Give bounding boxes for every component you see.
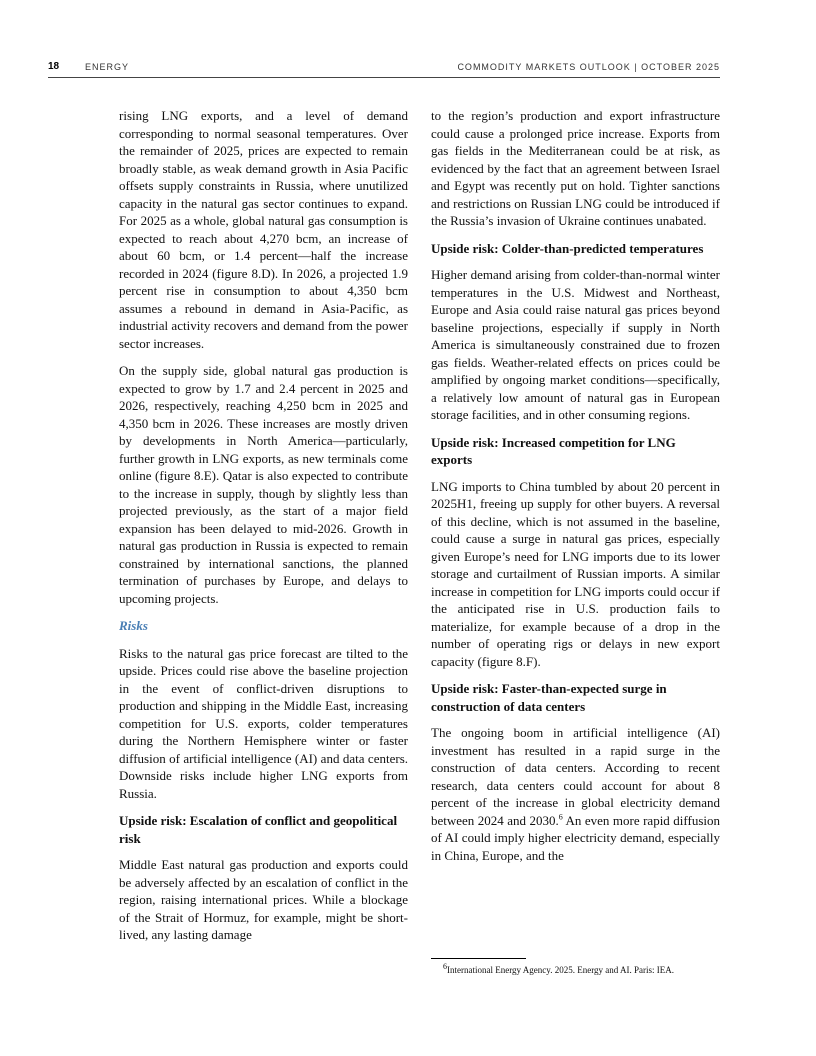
paragraph: rising LNG exports, and a level of demand corresponding to normal seasonal temperatures. Over the remainder of 2025, prices are expected to remain broadly stable, as weak demand growth in Asia Pacific offsets supply constraints in Russia, where unutilized capacity in the natural gas sector continues to expand. For 2025 as a whole, global natural gas consumption is expected to reach about 4,270 bcm, an increase of about 60 bcm, or 1.4 percent—half the increase recorded in 2024 (figure 8.D). In 2026, a projected 1.9 percent rise in consumption to about 4,350 bcm assumes a rebound in demand in Asia-Pacific, as industrial activity recovers and demand from the power sector increases. (119, 108, 408, 351)
subheading-lng-competition: Upside risk: Increased competition for LNG exports (431, 434, 676, 467)
paragraph: LNG imports to China tumbled by about 20 percent in 2025H1, freeing up supply for other buyers. A reversal of this decline, which is not assumed in the baseline, could cause a surge in natural gas prices, especially given Europe’s need for LNG imports due to its lower storage and curtailment of Russian imports. A similar increase in competition for LNG imports could occur if the anticipated rise in U.S. production fails to materialize, for example because of a drop in the number of operating rigs or delays in new export capacity (figure 8.F). (431, 478, 720, 669)
page-header (48, 61, 720, 77)
subheading-conflict: Upside risk: Escalation of conflict and geopolitical risk (119, 813, 398, 846)
publication-title: COMMODITY MARKETS OUTLOOK | OCTOBER 2025 (457, 62, 720, 72)
section-label: ENERGY (85, 62, 130, 72)
paragraph: Higher demand arising from colder-than-normal winter temperatures in the U.S. Midwest and Northeast, Europe and Asia could raise natural gas prices beyond baseline projections, especially if supply in North America is simultaneously constrained due to frozen gas fields. Weather-related effects on prices could be amplified by ongoing market conditions—specifically, a relatively low amount of natural gas in European storage facilities, and in other consuming regions. (431, 267, 720, 422)
paragraph-text: An even more rapid diffusion of AI could imply higher electricity demand, especially in China, Europe, and the (431, 812, 720, 863)
subheading-colder-temperatures: Upside risk: Colder-than-predicted temperatures (431, 240, 704, 256)
footnote (443, 964, 723, 976)
page-number: 18 (48, 61, 60, 72)
risks-heading: Risks (119, 618, 148, 633)
footnote-rule (431, 958, 526, 959)
paragraph: Risks to the natural gas price forecast are tilted to the upside. Prices could rise above the baseline projection in the event of conflict-driven disruptions to production and shipping in the Middle East, increasing competition for U.S. exports, colder temperatures during the Northern Hemisphere winter or faster diffusion of artificial intelligence (AI) and data centers. Downside risks include higher LNG exports from Russia. (119, 645, 408, 801)
footnote-reference[interactable]: 6 (558, 812, 563, 822)
footnote-text: International Energy Agency. 2025. Energy and AI. Paris: IEA. (447, 965, 675, 975)
paragraph-text: The ongoing boom in artificial intelligence (AI) investment has resulted in a rapid surge in the construction of data centers. According to recent research, data centers could account for about 8 percent of the increase in global electricity demand between 2024 and 2030. (431, 725, 720, 828)
header-rule (48, 77, 720, 78)
paragraph: On the supply side, global natural gas production is expected to grow by 1.7 and 2.4 percent in 2025 and 2026, respectively, reaching 4,250 bcm in 2025 and 4,350 bcm in 2026. These increases are mostly driven by developments in North America—particularly, further growth in LNG exports, as new terminals come online (figure 8.E). Qatar is also expected to contribute to the increase in supply, though by slightly less than projected previously, as the start of a major field expansion has been delayed to mid-2026. Growth in natural gas production in Russia is expected to remain constrained by international sanctions, the planned termination of purchases by Europe, and delays to upcoming projects. (119, 363, 408, 606)
subheading-data-centers: Upside risk: Faster-than-expected surge in construction of data centers (431, 681, 667, 714)
paragraph: Middle East natural gas production and exports could be adversely affected by an escalation of conflict in the region, raising international prices. While a blockage of the Strait of Hormuz, for example, might be short-lived, any lasting damage (119, 857, 408, 942)
paragraph: to the region’s production and export infrastructure could cause a prolonged price increase. Exports from gas fields in the Mediterranean could be at risk, as evidenced by the fact that an agreement between Israel and Egypt was recently put on hold. Tighter sanctions and restrictions on Russian LNG could be introduced if the Russia’s invasion of Ukraine continues unabated. (431, 108, 720, 228)
footnote-number: 6 (443, 962, 447, 971)
left-column (119, 107, 408, 954)
paragraph (431, 724, 720, 864)
right-column (431, 107, 720, 874)
